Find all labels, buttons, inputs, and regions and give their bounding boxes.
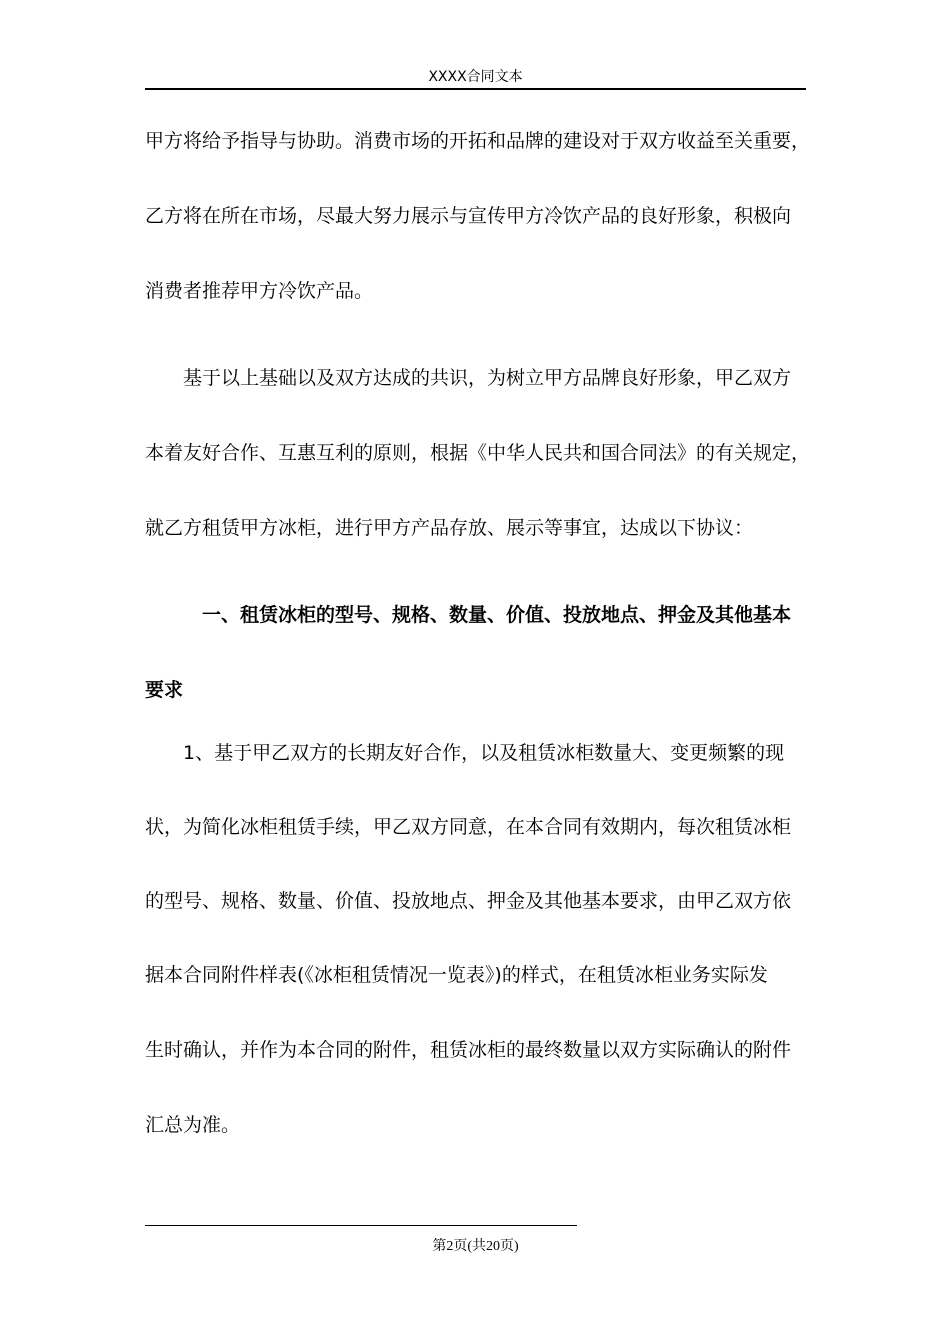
body-line: 生时确认，并作为本合同的附件，租赁冰柜的最终数量以双方实际确认的附件	[145, 1039, 792, 1061]
body-line: 基于以上基础以及双方达成的共识，为树立甲方品牌良好形象，甲乙双方	[183, 367, 792, 389]
body-line: 的型号、规格、数量、价值、投放地点、押金及其他基本要求，由甲乙双方依	[145, 890, 792, 912]
header-title: XXXX合同文本	[428, 69, 523, 85]
header-divider	[145, 88, 806, 90]
body-line: 甲方将给予指导与协助。消费市场的开拓和品牌的建设对于双方收益至关重要，	[145, 130, 811, 152]
body-line: 状，为简化冰柜租赁手续，甲乙双方同意，在本合同有效期内，每次租赁冰柜	[145, 816, 792, 838]
body-line: 乙方将在所在市场，尽最大努力展示与宣传甲方冷饮产品的良好形象，积极向	[145, 205, 792, 227]
page-number: 第2页(共20页)	[432, 1239, 519, 1254]
section-heading: 一、租赁冰柜的型号、规格、数量、价值、投放地点、押金及其他基本	[202, 604, 792, 626]
section-heading-continued: 要求	[145, 679, 184, 701]
body-line: 1、基于甲乙双方的长期友好合作，以及租赁冰柜数量大、变更频繁的现	[183, 742, 785, 764]
body-line: 汇总为准。	[145, 1114, 241, 1136]
body-line: 就乙方租赁甲方冰柜，进行甲方产品存放、展示等事宜，达成以下协议：	[145, 517, 754, 539]
body-line: 据本合同附件样表(《冰柜租赁情况一览表》)的样式，在租赁冰柜业务实际发	[145, 964, 768, 986]
footer-divider	[145, 1225, 577, 1226]
body-line: 本着友好合作、互惠互利的原则，根据《中华人民共和国合同法》的有关规定，	[145, 442, 811, 464]
body-line: 消费者推荐甲方冷饮产品。	[145, 280, 374, 302]
